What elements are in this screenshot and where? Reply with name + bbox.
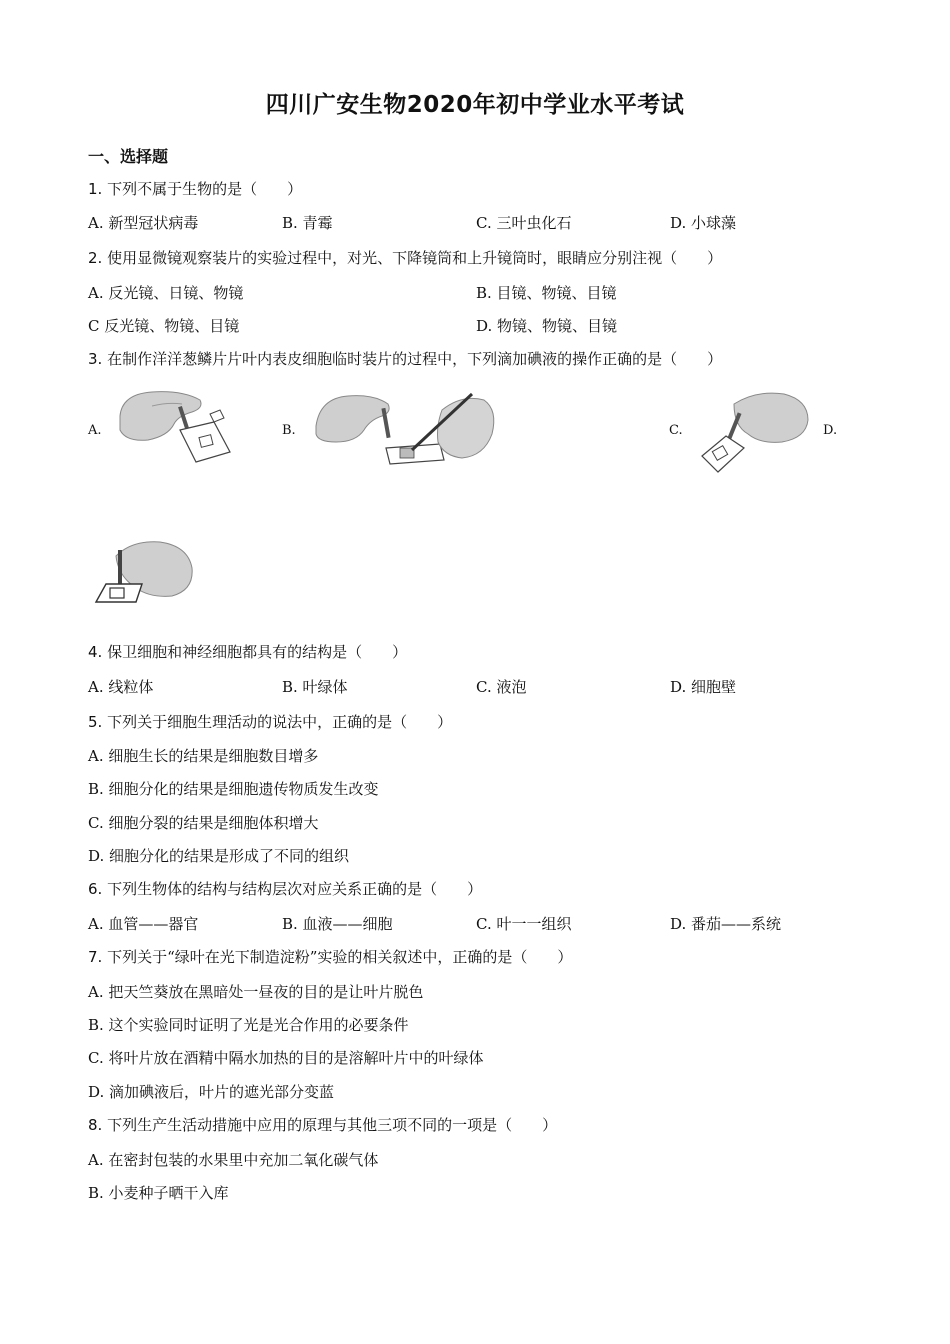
question-1 bbox=[88, 178, 302, 199]
question-6 bbox=[88, 878, 482, 899]
question-stem: 使用显微镜观察装片的实验过程中，对光、下降镜筒和上升镜筒时，眼睛应分别注视（ ） bbox=[107, 249, 723, 267]
question-7 bbox=[88, 946, 572, 967]
question-number: 8. bbox=[88, 1116, 103, 1134]
figure-label-d: D. bbox=[823, 423, 838, 438]
question-number: 1. bbox=[88, 180, 103, 198]
option-d: D. 细胞分化的结果是形成了不同的组织 bbox=[88, 847, 350, 865]
option-d: D. 番茄——系统 bbox=[670, 915, 782, 933]
option-b: B. 叶绿体 bbox=[282, 678, 348, 696]
question-number: 7. bbox=[88, 948, 103, 966]
question-stem: 下列关于“绿叶在光下制造淀粉”实验的相关叙述中，正确的是（ ） bbox=[107, 948, 573, 966]
option-d: D. 小球藻 bbox=[670, 214, 737, 232]
dropper-hand-illustration-a bbox=[112, 386, 242, 470]
figure-label-c: C. bbox=[669, 423, 683, 438]
section-heading: 一、选择题 bbox=[88, 147, 169, 166]
option-c: C. 三叶虫化石 bbox=[476, 214, 572, 232]
question-stem: 下列生产生活动措施中应用的原理与其他三项不同的一项是（ ） bbox=[107, 1116, 558, 1134]
question-number: 4. bbox=[88, 643, 103, 661]
question-number: 3. bbox=[88, 350, 103, 368]
option-b: B. 细胞分化的结果是细胞遗传物质发生改变 bbox=[88, 780, 379, 798]
option-c: C. 叶一一组织 bbox=[476, 915, 572, 933]
dropper-hand-illustration-c bbox=[694, 386, 812, 474]
option-a: A. 血管——器官 bbox=[88, 915, 199, 933]
option-a: A. 在密封包装的水果里中充加二氧化碳气体 bbox=[88, 1151, 379, 1169]
dropper-hand-illustration-d bbox=[92, 536, 196, 608]
question-stem: 保卫细胞和神经细胞都具有的结构是（ ） bbox=[107, 643, 408, 661]
question-stem: 下列关于细胞生理活动的说法中，正确的是（ ） bbox=[107, 713, 453, 731]
figure-label-b: B. bbox=[282, 423, 296, 438]
question-stem: 在制作洋洋葱鳞片片叶内表皮细胞临时装片的过程中，下列滴加碘液的操作正确的是（ ） bbox=[107, 350, 723, 368]
figure-label-a: A. bbox=[88, 423, 102, 438]
option-a: A. 线粒体 bbox=[88, 678, 154, 696]
option-c: C. 细胞分裂的结果是细胞体积增大 bbox=[88, 814, 319, 832]
page-title: 四川广安生物2020年初中学业水平考试 bbox=[265, 92, 685, 118]
question-8 bbox=[88, 1114, 557, 1135]
question-5 bbox=[88, 711, 452, 732]
option-c: C. 将叶片放在酒精中隔水加热的目的是溶解叶片中的叶绿体 bbox=[88, 1049, 484, 1067]
option-b: B. 这个实验同时证明了光是光合作用的必要条件 bbox=[88, 1016, 409, 1034]
question-2 bbox=[88, 247, 722, 268]
option-b: B. 目镜、物镜、目镜 bbox=[476, 284, 617, 302]
question-4 bbox=[88, 641, 407, 662]
option-a: A. 细胞生长的结果是细胞数目增多 bbox=[88, 747, 319, 765]
option-b: B. 小麦种子晒干入库 bbox=[88, 1184, 229, 1202]
dropper-hand-illustration-b bbox=[312, 386, 502, 470]
option-c: C. 液泡 bbox=[476, 678, 527, 696]
option-d: D. 滴加碘液后，叶片的遮光部分变蓝 bbox=[88, 1083, 335, 1101]
option-a: A. 反光镜、日镜、物镜 bbox=[88, 284, 244, 302]
question-stem: 下列不属于生物的是（ ） bbox=[107, 180, 303, 198]
question-number: 6. bbox=[88, 880, 103, 898]
question-number: 2. bbox=[88, 249, 103, 267]
question-number: 5. bbox=[88, 713, 103, 731]
option-b: B. 青霉 bbox=[282, 214, 333, 232]
option-c: C 反光镜、物镜、目镜 bbox=[88, 317, 240, 335]
option-a: A. 新型冠状病毒 bbox=[88, 214, 199, 232]
option-d: D. 细胞壁 bbox=[670, 678, 737, 696]
option-a: A. 把天竺葵放在黑暗处一昼夜的目的是让叶片脱色 bbox=[88, 983, 424, 1001]
option-b: B. 血液——细胞 bbox=[282, 915, 393, 933]
option-d: D. 物镜、物镜、目镜 bbox=[476, 317, 618, 335]
question-stem: 下列生物体的结构与结构层次对应关系正确的是（ ） bbox=[107, 880, 483, 898]
question-3 bbox=[88, 348, 722, 369]
